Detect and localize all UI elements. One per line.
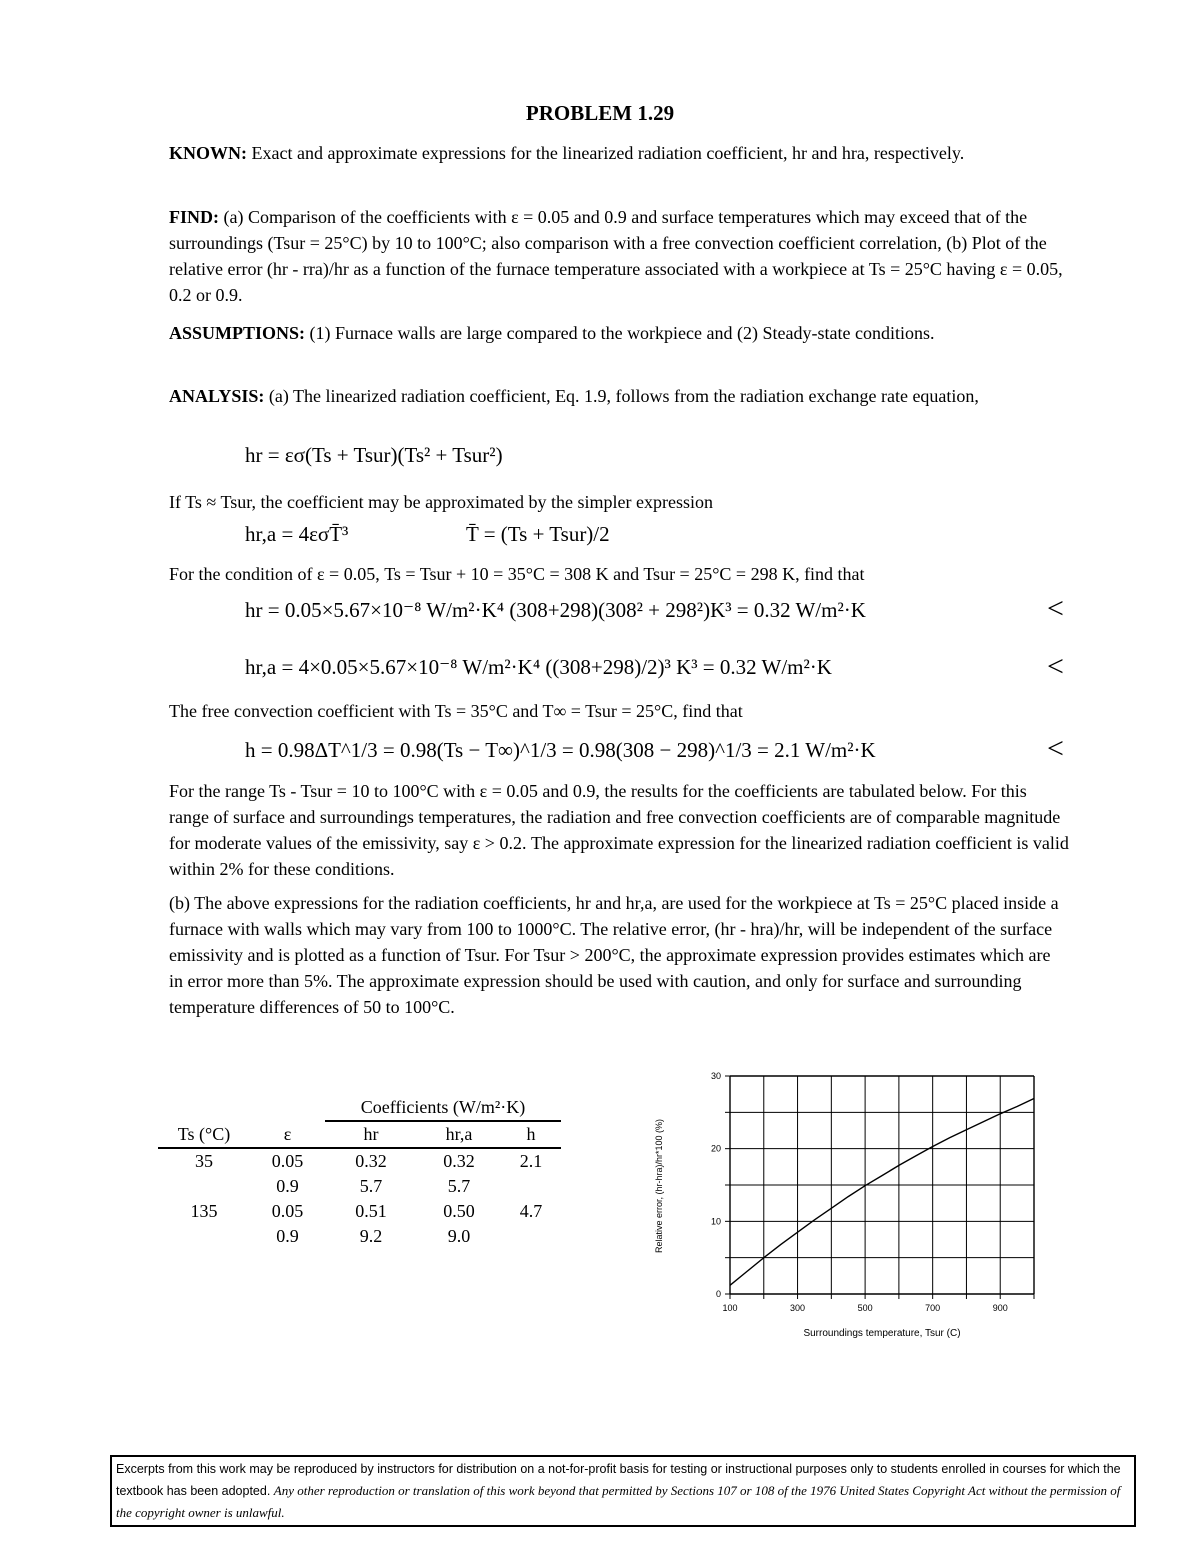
- footer-italic-text: Any other reproduction or translation of this work beyond that permitted by Sections 107 or 108 of the 1976 United States Copyright Act without the permission of the copyright owner is unlawful.: [116, 1483, 1121, 1520]
- x-tick-label: 100: [722, 1303, 738, 1313]
- x-tick-label: 300: [790, 1303, 806, 1313]
- table-cell: 0.32: [355, 1151, 387, 1171]
- range-text: For the range Ts - Tsur = 10 to 100°C with ε = 0.05 and 0.9, the results for the coefficients are tabulated below. For this range of surface and surroundings temperatures, the radiation and free convection coefficients are of comparable magnitude for moderate values of the emissivity, say ε > 0.2. The approximate expression for the linearized radiation coefficient is valid within 2% for these conditions.: [169, 781, 1069, 879]
- equation-hra: hr,a = 4εσT̄³: [245, 522, 349, 546]
- table-cell: 135: [190, 1201, 218, 1221]
- answer-mark: <: [1047, 592, 1064, 625]
- find-label: FIND:: [169, 207, 219, 227]
- chart-ticks: [711, 1071, 1008, 1313]
- find-section: [169, 204, 1069, 308]
- table-cell: 0.50: [443, 1201, 475, 1221]
- equation-hr-exact: hr = εσ(Ts + Tsur)(Ts² + Tsur²): [245, 443, 503, 467]
- find-text: (a) Comparison of the coefficients with ε = 0.05 and 0.9 and surface temperatures which may exceed that of the surroundings (Tsur = 25°C) by 10 to 100°C; also comparison with a free convection coefficient correlation, (b) Plot of the relative error (hr - rra)/hr as a function of the furnace temperature associated with a workpiece at Ts = 25°C having ε = 0.05, 0.2 or 0.9.: [169, 207, 1063, 305]
- table-cell: 9.2: [359, 1226, 383, 1246]
- table-cell: [501, 1174, 561, 1199]
- table-group-header: Coefficients (W/m²·K): [325, 1095, 561, 1121]
- equation-tbar: T̄ = (Ts + Tsur)/2: [466, 522, 610, 546]
- footer-normal-text: Excerpts from this work may be reproduced by instructors for distribution on a not-for-profit basis for testing or instructional purposes only to students enrolled in courses for which the textbook has been adopted.: [116, 1462, 1121, 1498]
- table-header: ε: [283, 1123, 292, 1144]
- table-cell: 5.7: [359, 1176, 383, 1196]
- table-cell: 0.51: [355, 1201, 387, 1221]
- table-header: Ts (°C): [177, 1123, 231, 1144]
- chart-grid: [725, 1076, 1034, 1299]
- analysis-label: ANALYSIS:: [169, 386, 265, 406]
- y-axis-label: Relative error, (hr-hra)/hr*100 (%): [654, 1118, 664, 1254]
- table-cell: [158, 1224, 250, 1249]
- table-row: [158, 1148, 561, 1174]
- answer-mark: <: [1047, 650, 1064, 683]
- relative-error-chart: [640, 1060, 1060, 1350]
- table-cell: 4.7: [519, 1201, 543, 1221]
- answer-mark: <: [1047, 732, 1064, 765]
- x-tick-label: 500: [857, 1303, 873, 1313]
- table-cell: 5.7: [447, 1176, 471, 1196]
- problem-title: PROBLEM 1.29: [525, 101, 675, 125]
- table-cell: [501, 1224, 561, 1249]
- known-label: KNOWN:: [169, 143, 247, 163]
- table-cell: [158, 1174, 250, 1199]
- part-b-text: (b) The above expressions for the radiation coefficients, hr and hr,a, are used for the workpiece at Ts = 25°C placed inside a furnace with walls which may vary from 100 to 1000°C. The relative error, (hr - hra)/hr, will be independent of the surface emissivity and is plotted as a function of Tsur. For Tsur > 200°C, the approximate expression provides estimates which are in error more than 5%. The approximate expression should be used with caution, and only for surface and surrounding temperature differences of 50 to 100°C.: [169, 893, 1059, 1017]
- coefficients-table: [158, 1095, 561, 1249]
- table-cell: 9.0: [447, 1226, 471, 1246]
- x-tick-label: 900: [992, 1303, 1008, 1313]
- table-header: h: [526, 1124, 536, 1144]
- copyright-footer: [110, 1455, 1136, 1527]
- table-row: [158, 1224, 561, 1249]
- analysis-section: [169, 383, 1069, 409]
- y-tick-label: 10: [710, 1216, 721, 1227]
- table-header: hr: [363, 1124, 379, 1144]
- assumptions-text: (1) Furnace walls are large compared to the workpiece and (2) Steady-state conditions.: [309, 323, 935, 343]
- x-axis-label: Surroundings temperature, Tsur (C): [803, 1328, 961, 1339]
- table-header: hr,a: [445, 1124, 473, 1144]
- analysis-text: (a) The linearized radiation coefficient, Eq. 1.9, follows from the radiation exchange rate equation,: [268, 386, 979, 406]
- y-tick-label: 30: [710, 1071, 721, 1081]
- table-row: [158, 1174, 561, 1199]
- table-cell: 0.9: [276, 1176, 299, 1196]
- y-tick-label: 20: [710, 1143, 721, 1154]
- table-cell: 0.05: [271, 1201, 304, 1221]
- known-section: [169, 140, 1069, 166]
- condition-text: For the condition of ε = 0.05, Ts = Tsur + 10 = 35°C = 308 K and Tsur = 25°C = 298 K, find that: [169, 564, 865, 584]
- equation-hra-numeric: hr,a = 4×0.05×5.67×10⁻⁸ W/m²·K⁴ ((308+298)/2)³ K³ = 0.32 W/m²·K: [245, 655, 832, 679]
- assumptions-label: ASSUMPTIONS:: [169, 323, 306, 343]
- x-tick-label: 700: [925, 1303, 941, 1313]
- table-cell: 35: [195, 1151, 213, 1171]
- table-cell: 0.32: [443, 1151, 475, 1171]
- y-tick-label: 0: [715, 1289, 721, 1299]
- table-cell: 0.05: [271, 1151, 304, 1171]
- equation-free-convection: h = 0.98ΔT^1/3 = 0.98(Ts − T∞)^1/3 = 0.98(308 − 298)^1/3 = 2.1 W/m²·K: [245, 738, 876, 762]
- free-convection-text: The free convection coefficient with Ts = 35°C and T∞ = Tsur = 25°C, find that: [169, 701, 743, 721]
- table-row: [158, 1199, 561, 1224]
- assumptions-section: [169, 320, 1069, 346]
- table-cell: 2.1: [519, 1151, 543, 1171]
- known-text: Exact and approximate expressions for the linearized radiation coefficient, hr and hra, respectively.: [251, 143, 965, 163]
- approx-text: If Ts ≈ Tsur, the coefficient may be approximated by the simpler expression: [169, 492, 713, 512]
- table-cell: 0.9: [276, 1226, 299, 1246]
- equation-hr-numeric: hr = 0.05×5.67×10⁻⁸ W/m²·K⁴ (308+298)(308² + 298²)K³ = 0.32 W/m²·K: [245, 598, 866, 622]
